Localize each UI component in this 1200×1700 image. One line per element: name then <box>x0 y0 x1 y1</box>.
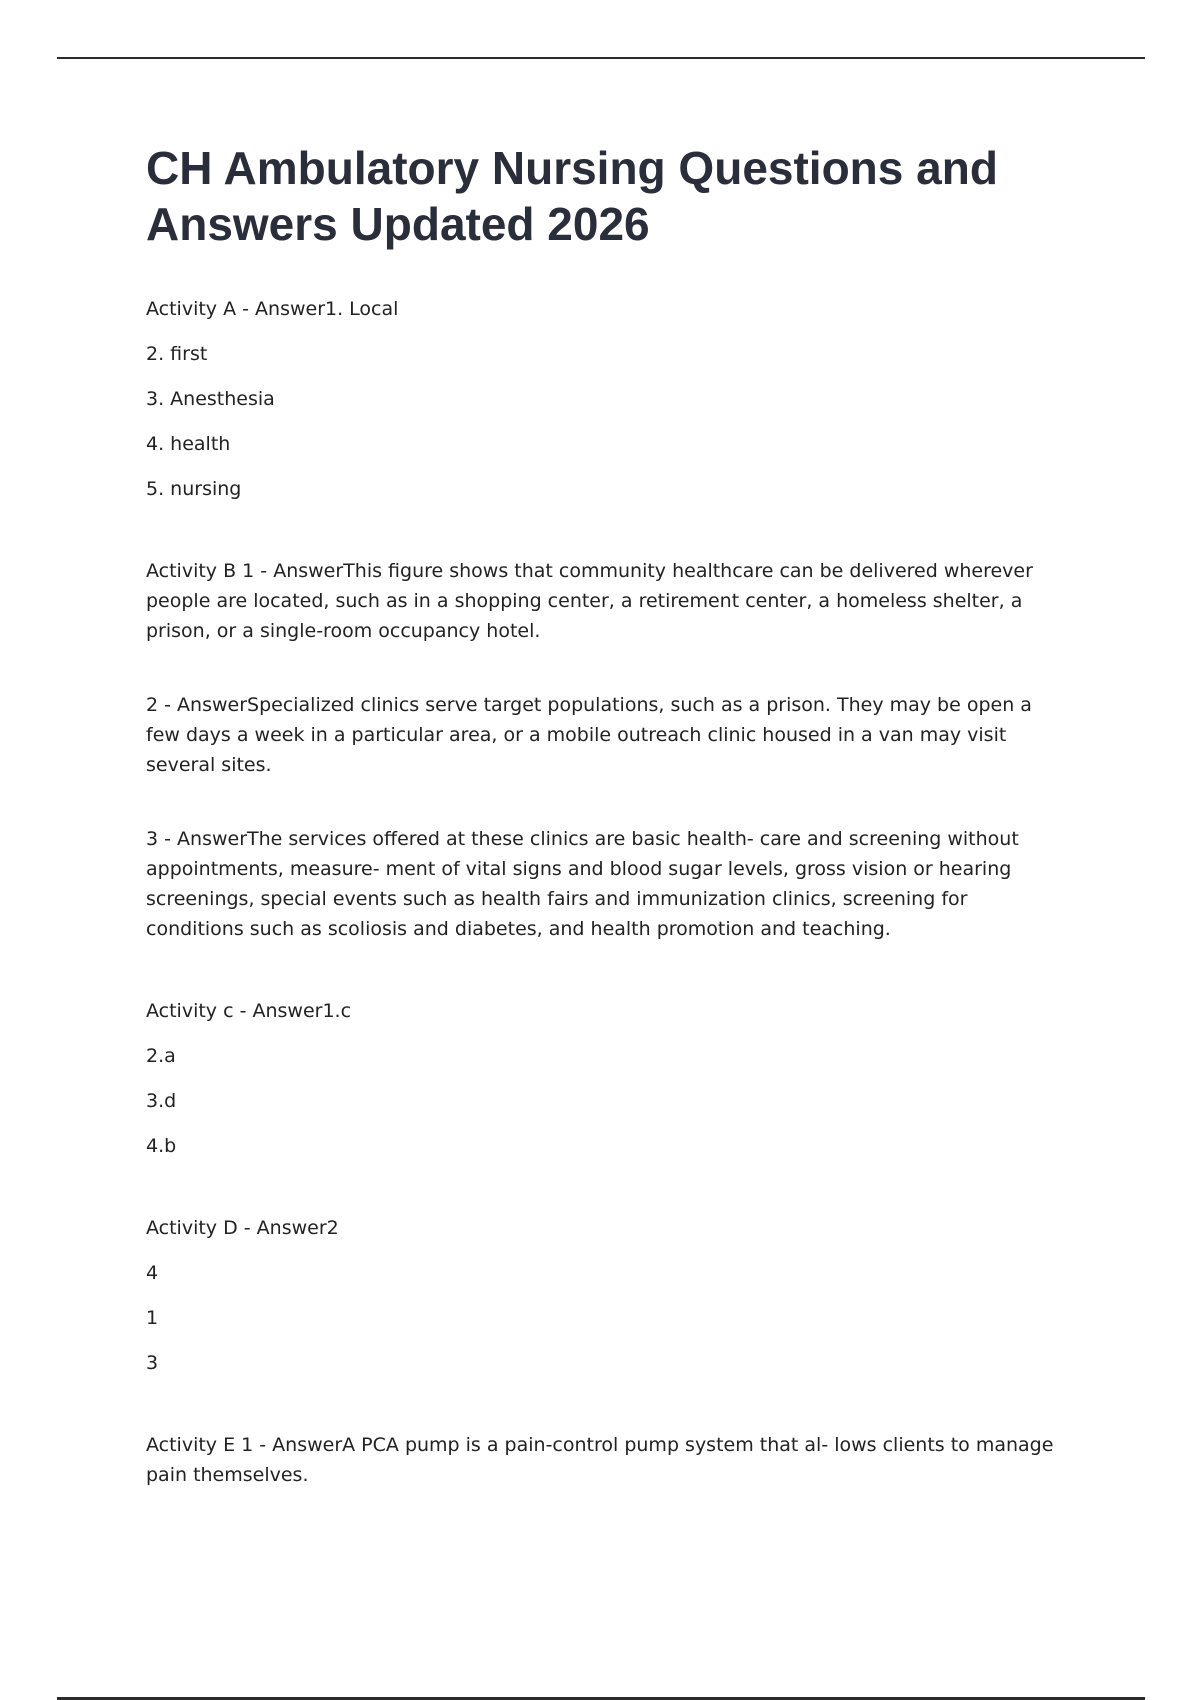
activity-c-heading: Activity c - Answer1.c <box>146 1000 352 1022</box>
activity-a-item: 5. nursing <box>146 478 242 500</box>
activity-c-section <box>146 996 1066 1161</box>
activity-a-heading: Activity A - Answer1. Local <box>146 298 399 320</box>
activity-c-item: 2.a <box>146 1045 176 1067</box>
activity-d-item: 3 <box>146 1352 159 1374</box>
activity-b-answer-2: 2 - AnswerSpecialized clinics serve target populations, such as a prison. They may be open a few days a week in a particular area, or a mobile outreach clinic housed in a van may visit several sites. <box>146 694 1032 776</box>
activity-e-section <box>146 1430 1066 1490</box>
activity-d-section <box>146 1213 1066 1378</box>
activity-c-item: 4.b <box>146 1135 177 1157</box>
activity-e-answer-1: Activity E 1 - AnswerA PCA pump is a pain-control pump system that al- lows clients to manage pain themselves. <box>146 1434 1054 1486</box>
activity-b-answer-1: Activity B 1 - AnswerThis figure shows that community healthcare can be delivered wherever people are located, such as in a shopping center, a retirement center, a homeless shelter, a prison, or a single-room occupancy hotel. <box>146 560 1033 642</box>
activity-a-item: 2. first <box>146 343 208 365</box>
activity-a-item: 3. Anesthesia <box>146 388 275 410</box>
activity-d-item: 4 <box>146 1262 159 1284</box>
activity-d-heading: Activity D - Answer2 <box>146 1217 339 1239</box>
activity-b-answer-3: 3 - AnswerThe services offered at these clinics are basic health- care and screening without appointments, measure- ment of vital signs and blood sugar levels, gross vision or hearing screenings, special events such as health fairs and immunization clinics, screening for conditions such as scoliosis and diabetes, and health promotion and teaching. <box>146 828 1019 940</box>
activity-c-item: 3.d <box>146 1090 177 1112</box>
document-content <box>146 140 1066 1505</box>
activity-d-item: 1 <box>146 1307 159 1329</box>
page-title: CH Ambulatory Nursing Questions and Answers Updated 2026 <box>146 142 998 250</box>
activity-b-section <box>146 556 1066 944</box>
activity-a-item: 4. health <box>146 433 231 455</box>
activity-a-section <box>146 294 1066 504</box>
top-rule <box>57 57 1145 59</box>
